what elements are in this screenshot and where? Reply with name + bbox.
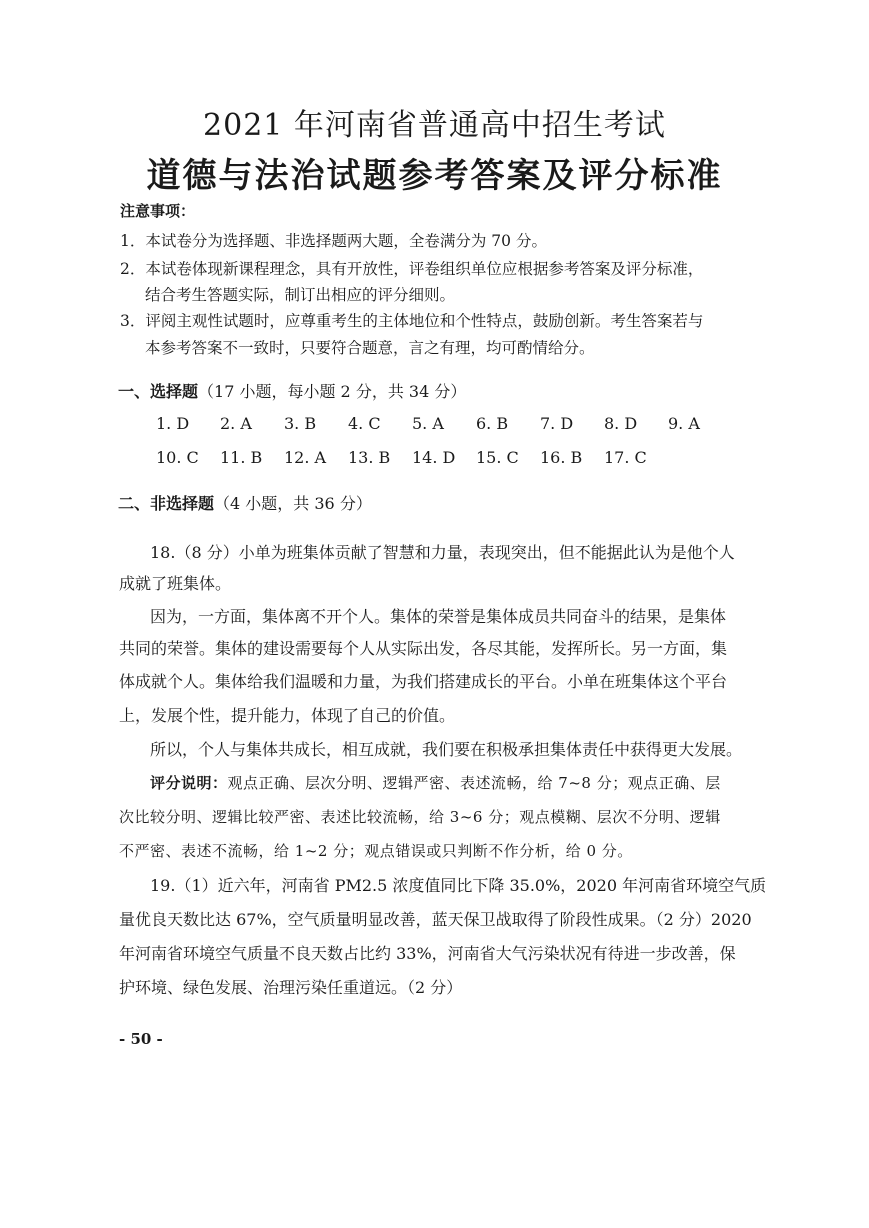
- q19-line-3: 年河南省环境空气质量不良天数占比约 33%，河南省大气污染状况有待进一步改善，保: [119, 944, 736, 963]
- q19-line-1: 19.（1）近六年，河南省 PM2.5 浓度值同比下降 35.0%，2020 年河南省环境空气质: [150, 876, 767, 895]
- notice-item-2-cont: 结合考生答题实际，制订出相应的评分细则。: [145, 286, 456, 304]
- scoring-label: 评分说明：: [150, 774, 228, 792]
- q18-line-3: 因为，一方面，集体离不开个人。集体的荣誉是集体成员共同奋斗的结果，是集体: [150, 607, 727, 626]
- answer-item: 11. B: [220, 448, 263, 467]
- scoring-text: 观点正确、层次分明、逻辑严密、表述流畅，给 7~8 分；观点正确、层: [227, 774, 721, 792]
- answer-item: 14. D: [412, 448, 456, 467]
- q18-line-2: 成就了班集体。: [119, 574, 232, 593]
- page-number: - 50 -: [119, 1030, 163, 1048]
- section2-label: 二、非选择题: [118, 494, 215, 513]
- notice-item-1: 1．本试卷分为选择题、非选择题两大题，全卷满分为 70 分。: [120, 232, 547, 250]
- answer-item: 8. D: [604, 414, 638, 433]
- q19-line-2: 量优良天数比达 67%，空气质量明显改善，蓝天保卫战取得了阶段性成果。（2 分）2020: [119, 910, 752, 929]
- notice-item-3-cont: 本参考答案不一致时，只要符合题意，言之有理，均可酌情给分。: [145, 339, 595, 357]
- answer-item: 5. A: [412, 414, 444, 433]
- answer-item: 12. A: [284, 448, 327, 467]
- answers-row-2: [156, 448, 736, 467]
- section2-detail: （4 小题，共 36 分）: [214, 494, 372, 513]
- q18-scoring-line-1: [150, 772, 721, 793]
- section2-heading: [118, 491, 372, 514]
- notice-heading: 注意事项：: [120, 202, 196, 220]
- answer-item: 15. C: [476, 448, 519, 467]
- answer-item: 10. C: [156, 448, 199, 467]
- q18-line-5: 体成就个人。集体给我们温暖和力量，为我们搭建成长的平台。小单在班集体这个平台: [119, 672, 728, 691]
- answer-item: 4. C: [348, 414, 381, 433]
- answer-item: 16. B: [540, 448, 583, 467]
- exam-title: 2021 年河南省普通高中招生考试: [203, 108, 666, 143]
- answer-item: 3. B: [284, 414, 317, 433]
- answer-item: 7. D: [540, 414, 574, 433]
- q18-line-1: 18.（8 分）小单为班集体贡献了智慧和力量，表现突出，但不能据此认为是他个人: [150, 543, 735, 562]
- q18-line-4: 共同的荣誉。集体的建设需要每个人从实际出发，各尽其能，发挥所长。另一方面，集: [119, 639, 728, 658]
- section1-heading: [118, 379, 466, 402]
- answer-item: 13. B: [348, 448, 391, 467]
- section1-detail: （17 小题，每小题 2 分，共 34 分）: [198, 382, 467, 401]
- q18-scoring-line-3: 不严密、表述不流畅，给 1~2 分；观点错误或只判断不作分析，给 0 分。: [119, 842, 633, 860]
- document-subtitle: 道德与法治试题参考答案及评分标准: [146, 156, 723, 196]
- q18-scoring-line-2: 次比较分明、逻辑比较严密、表述比较流畅，给 3~6 分；观点模糊、层次不分明、逻辑: [119, 808, 721, 826]
- answer-item: 17. C: [604, 448, 647, 467]
- q18-line-6: 上，发展个性，提升能力，体现了自己的价值。: [119, 706, 456, 725]
- section1-label: 一、选择题: [118, 382, 199, 401]
- q19-line-4: 护环境、绿色发展、治理污染任重道远。（2 分）: [119, 978, 463, 997]
- notice-item-3: 3．评阅主观性试题时，应尊重考生的主体地位和个性特点，鼓励创新。考生答案若与: [120, 312, 704, 330]
- answers-row-1: [156, 414, 736, 433]
- answer-item: 1. D: [156, 414, 190, 433]
- q18-line-7: 所以，个人与集体共成长，相互成就，我们要在积极承担集体责任中获得更大发展。: [150, 740, 743, 759]
- answer-item: 2. A: [220, 414, 252, 433]
- answer-item: 6. B: [476, 414, 509, 433]
- answer-item: 9. A: [668, 414, 700, 433]
- notice-item-2: 2．本试卷体现新课程理念，具有开放性，评卷组织单位应根据参考答案及评分标准，: [120, 260, 704, 278]
